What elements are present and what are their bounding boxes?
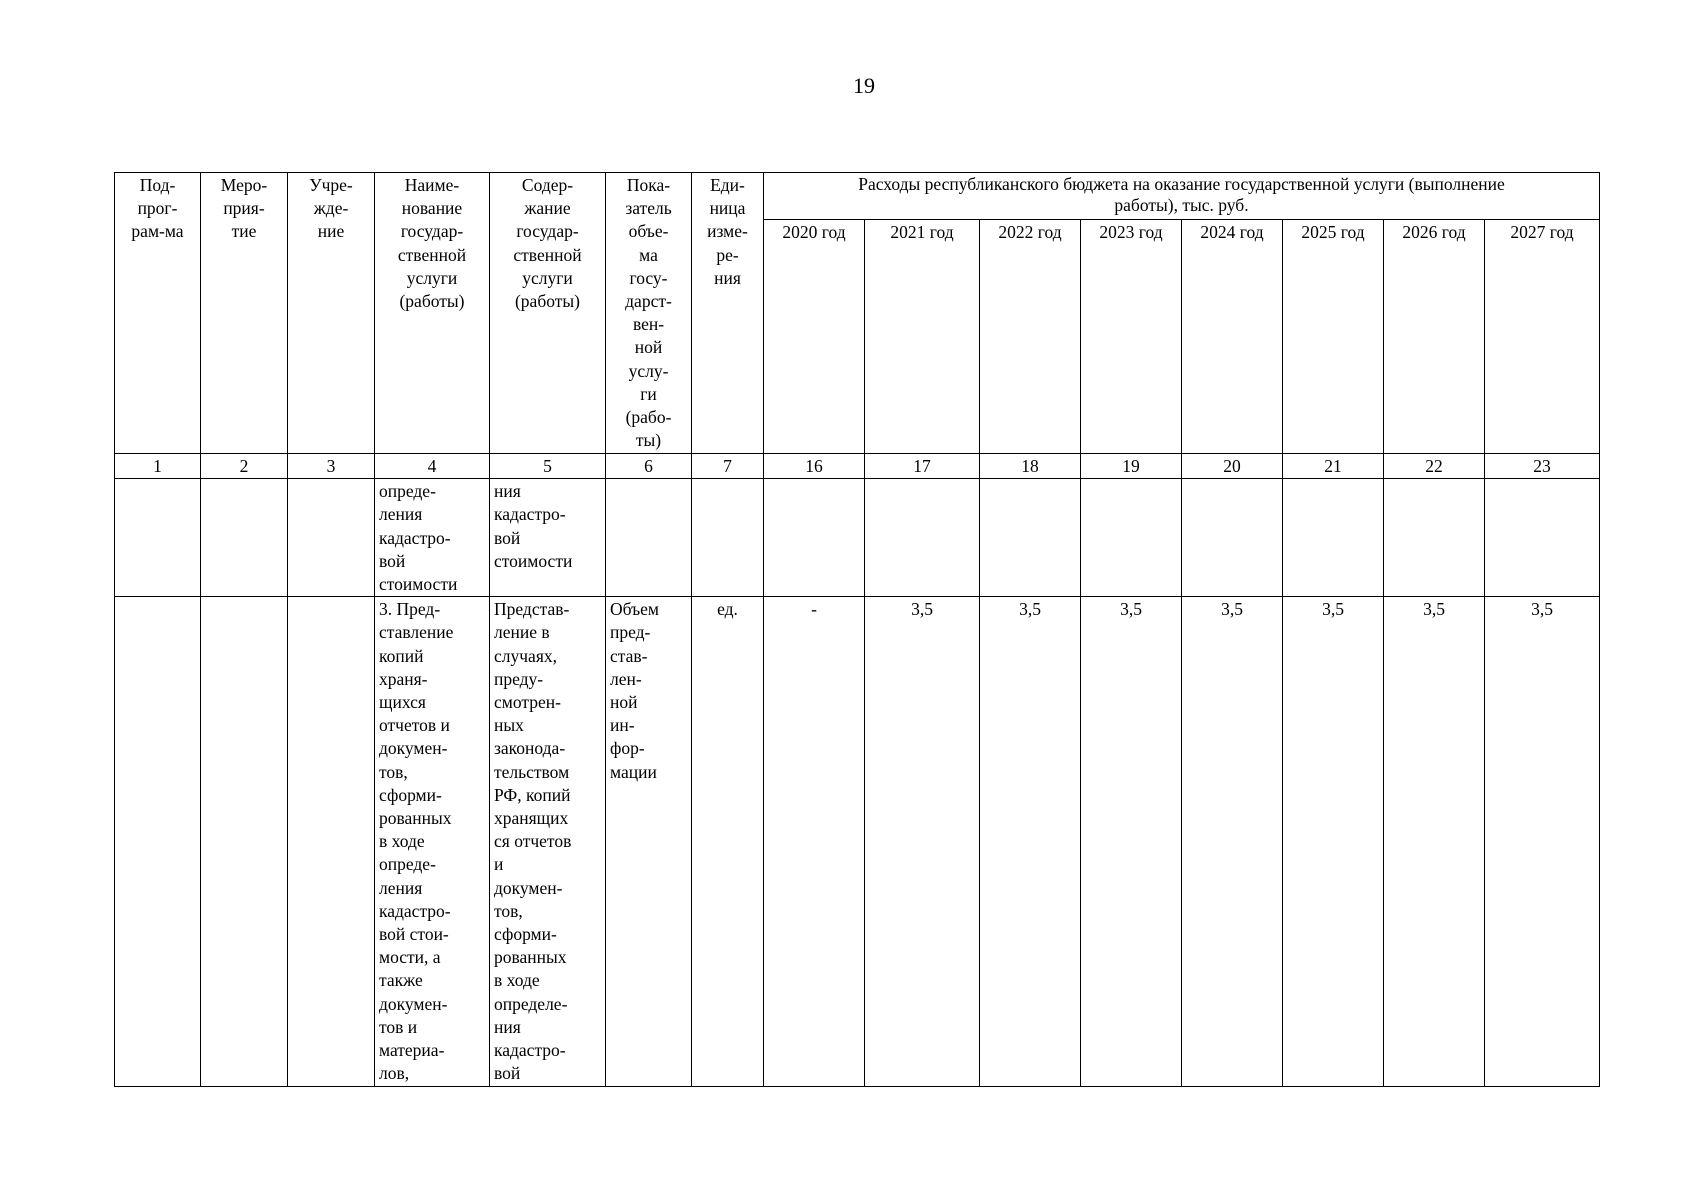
text-line: прог- (137, 198, 178, 219)
text-line: кадастро- (379, 900, 451, 921)
text-line: докумен- (379, 738, 448, 759)
text-line: (работы) (399, 291, 465, 312)
column-number: 5 (490, 454, 606, 479)
cell-measure (201, 597, 288, 1087)
header-unit (692, 173, 764, 454)
text-line: фор- (610, 738, 645, 759)
cell-value: 3,5 (1283, 597, 1384, 1087)
cell-value (1384, 479, 1485, 597)
text-line: прия- (223, 198, 265, 219)
text-line: отчетов и (379, 715, 450, 736)
cell-value: 3,5 (1485, 597, 1600, 1087)
text-line: объе- (628, 221, 669, 242)
text-line: ре- (716, 244, 739, 265)
column-number: 18 (980, 454, 1081, 479)
page-number: 19 (853, 73, 875, 98)
header-year: 2021 год (865, 220, 980, 454)
cell-service-name (375, 597, 490, 1087)
header-institution (288, 173, 375, 454)
cell-value (1283, 479, 1384, 597)
text-line: (работы) (514, 291, 580, 312)
cell-value: 3,5 (980, 597, 1081, 1087)
column-number: 23 (1485, 454, 1600, 479)
header-year: 2020 год (764, 220, 865, 454)
header-service-name (375, 173, 490, 454)
text-line: госу- (629, 267, 668, 288)
text-line: ния (494, 481, 521, 502)
column-number: 17 (865, 454, 980, 479)
text-line: (рабо- (625, 407, 672, 428)
cell-unit (692, 479, 764, 597)
column-number: 2 (201, 454, 288, 479)
text-line: став- (610, 645, 648, 666)
cell-value: 3,5 (865, 597, 980, 1087)
text-line: тельством (494, 761, 570, 782)
column-number: 20 (1182, 454, 1283, 479)
header-year: 2023 год (1081, 220, 1182, 454)
text-line: Объем (610, 599, 659, 620)
header-service-content (490, 173, 606, 454)
text-line: тов и (379, 1016, 418, 1037)
text-line: рованных (494, 947, 567, 968)
cell-institution (288, 479, 375, 597)
column-numbers-row (115, 454, 1600, 479)
table-row (115, 479, 1600, 597)
cell-value: 3,5 (1384, 597, 1485, 1087)
text-line: докумен- (379, 993, 448, 1014)
text-line: копий (379, 645, 424, 666)
text-line: ления (379, 877, 423, 898)
text-line: сформи- (494, 924, 557, 945)
text-line: дарст- (625, 291, 672, 312)
text-line: хранящих (494, 808, 569, 829)
column-number: 16 (764, 454, 865, 479)
text-line: сформи- (379, 784, 442, 805)
text-line: также (379, 970, 423, 991)
text-line: услу- (628, 360, 669, 381)
budget-expenses-table (114, 172, 1600, 1087)
text-line: Содер- (521, 175, 574, 195)
text-line: работы), тыс. руб. (1114, 195, 1249, 215)
text-line: РФ, копий (494, 784, 571, 805)
header-year: 2025 год (1283, 220, 1384, 454)
text-line: мации (610, 761, 657, 782)
text-line: лен- (610, 668, 642, 689)
text-line: вен- (632, 314, 665, 335)
text-line: Учре- (309, 175, 353, 195)
text-line: докумен- (494, 877, 563, 898)
text-line: нование (401, 198, 463, 219)
cell-value: 3,5 (1081, 597, 1182, 1087)
text-line: ления (379, 504, 423, 525)
column-number: 19 (1081, 454, 1182, 479)
text-line: материа- (379, 1040, 445, 1061)
text-line: опреде- (379, 481, 436, 502)
text-line: законода- (494, 738, 566, 759)
text-line: Меро- (220, 175, 268, 195)
header-expenses-title (764, 173, 1600, 220)
text-line: случаях, (494, 645, 557, 666)
text-line: ния (714, 267, 741, 288)
text-line: вой стои- (379, 924, 449, 945)
text-line: ной (634, 337, 663, 358)
header-year: 2026 год (1384, 220, 1485, 454)
cell-subprogram (115, 597, 201, 1087)
text-line: опреде- (379, 854, 436, 875)
cell-indicator (606, 597, 692, 1087)
text-line: затель (625, 198, 672, 219)
cell-value (1485, 479, 1600, 597)
column-number: 3 (288, 454, 375, 479)
text-line: Еди- (710, 175, 745, 195)
text-line: ния (494, 1016, 521, 1037)
text-line: определе- (494, 993, 568, 1014)
text-line: услуги (522, 267, 573, 288)
header-year: 2022 год (980, 220, 1081, 454)
cell-value (980, 479, 1081, 597)
text-line: в ходе (494, 970, 540, 991)
cell-unit: ед. (692, 597, 764, 1087)
text-line: ты) (635, 430, 662, 451)
cell-institution (288, 597, 375, 1087)
text-line: жде- (313, 198, 349, 219)
text-line: Наиме- (404, 175, 460, 195)
header-measure (201, 173, 288, 454)
header-subprogram (115, 173, 201, 454)
text-line: мости, а (379, 947, 441, 968)
text-line: кадастро- (494, 504, 566, 525)
text-line: тов, (494, 900, 523, 921)
text-line: жание (524, 198, 571, 219)
cell-indicator (606, 479, 692, 597)
text-line: тов, (379, 761, 408, 782)
cell-value (764, 479, 865, 597)
text-line: государ- (516, 221, 579, 242)
text-line: храня- (379, 668, 428, 689)
text-line: пред- (610, 622, 651, 643)
text-line: лов, (379, 1063, 410, 1084)
cell-subprogram (115, 479, 201, 597)
text-line: в ходе (379, 831, 425, 852)
column-number: 1 (115, 454, 201, 479)
text-line: тие (231, 221, 257, 242)
cell-value: 3,5 (1182, 597, 1283, 1087)
header-row-top (115, 173, 1600, 220)
text-line: и (494, 854, 504, 875)
text-line: ин- (610, 715, 635, 736)
cell-service-content (490, 479, 606, 597)
text-line: ной (610, 692, 638, 713)
text-line: ги (640, 383, 657, 404)
cell-value (1182, 479, 1283, 597)
text-line: смотрен- (494, 692, 561, 713)
column-number: 21 (1283, 454, 1384, 479)
text-line: рованных (379, 808, 452, 829)
header-year: 2027 год (1485, 220, 1600, 454)
text-line: государ- (400, 221, 464, 242)
text-line: щихся (379, 692, 426, 713)
text-line: вой (494, 1063, 521, 1084)
column-number: 7 (692, 454, 764, 479)
table-row (115, 597, 1600, 1087)
header-year: 2024 год (1182, 220, 1283, 454)
cell-measure (201, 479, 288, 597)
text-line: изме- (707, 221, 748, 242)
cell-value (1081, 479, 1182, 597)
text-line: ление в (494, 622, 550, 643)
text-line: Представ- (494, 599, 570, 620)
text-line: ставление (379, 622, 454, 643)
column-number: 22 (1384, 454, 1485, 479)
cell-value: - (764, 597, 865, 1087)
column-number: 6 (606, 454, 692, 479)
text-line: Пока- (626, 175, 671, 195)
text-line: кадастро- (494, 1040, 566, 1061)
text-line: Расходы республиканского бюджета на оказание государственной услуги (выполнение (858, 174, 1505, 194)
text-line: ние (317, 221, 345, 242)
text-line: стоимости (494, 550, 573, 571)
text-line: кадастро- (379, 527, 451, 548)
text-line: рам-ма (131, 221, 184, 242)
text-line: вой (494, 527, 521, 548)
text-line: ственной (513, 244, 582, 265)
cell-service-content (490, 597, 606, 1087)
column-number: 4 (375, 454, 490, 479)
text-line: стоимости (379, 574, 458, 595)
text-line: ся отчетов (494, 831, 572, 852)
text-line: вой (379, 550, 406, 571)
text-line: ных (494, 715, 524, 736)
text-line: ма (639, 244, 658, 265)
text-line: услуги (406, 267, 458, 288)
text-line: 3. Пред- (379, 599, 441, 620)
text-line: Под- (139, 175, 176, 195)
text-line: ственной (397, 244, 467, 265)
text-line: ница (709, 198, 746, 219)
cell-service-name (375, 479, 490, 597)
cell-value (865, 479, 980, 597)
text-line: преду- (494, 668, 544, 689)
header-volume-indicator (606, 173, 692, 454)
